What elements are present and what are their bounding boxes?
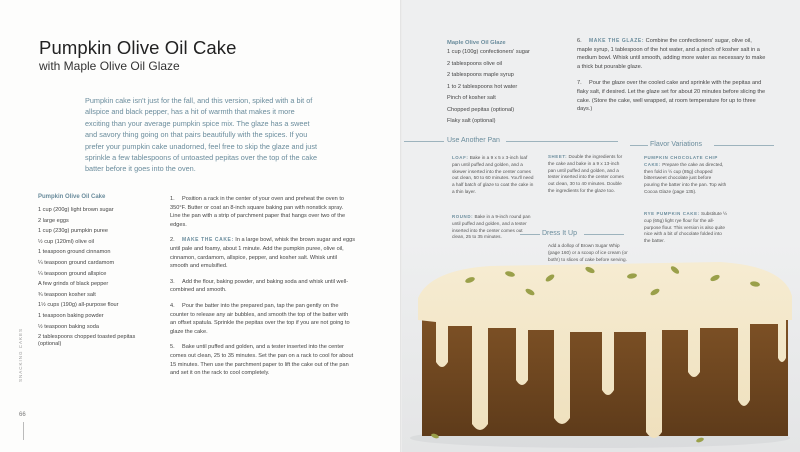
method-step xyxy=(170,302,355,336)
ingredient-item: ½ teaspoon baking soda xyxy=(38,323,99,330)
glaze-ingredient-item: 1 cup (100g) confectioners' sugar xyxy=(447,49,530,55)
ingredient-item: 2 large eggs xyxy=(38,217,69,224)
ingredient-item: A few grinds of black pepper xyxy=(38,281,109,288)
step-number: 1. xyxy=(170,196,175,202)
step-text: In a large bowl, whisk the brown sugar and eggs until pale and foamy, about 1 minute. Add the pumpkin puree, olive oil, cinnamon, cardamom, allspice, pepper, and kosher salt. Whisk until smooth and emulsified. xyxy=(170,237,356,270)
ingredients-heading: Pumpkin Olive Oil Cake xyxy=(38,194,106,200)
ingredient-item: 1 teaspoon ground cinnamon xyxy=(38,249,111,256)
note-text: Bake in a 9-inch round pan until puffed and golden, and a tester inserted into the center comes out clean, 25 to 35 minutes. xyxy=(452,214,531,240)
section-rule xyxy=(506,141,618,142)
method-step xyxy=(170,278,355,295)
section-rule xyxy=(520,234,540,235)
note-kicker: ROUND: xyxy=(452,214,474,219)
step-number: 2. xyxy=(170,237,175,244)
rye-note xyxy=(644,211,728,245)
note-text: Prepare the cake as directed, then fold in ½ cup (85g) chopped bittersweet chocolate just before pouring the batter into the pan. Top with Cocoa Glaze (page 135). xyxy=(644,161,727,194)
page-number-rule xyxy=(23,422,24,440)
section-rule xyxy=(584,234,624,235)
ingredient-item: 2 tablespoons chopped toasted pepitas (optional) xyxy=(38,334,136,348)
chapter-side-label: SNACKING CAKES xyxy=(18,327,23,382)
step-number: 3. xyxy=(170,278,175,285)
ingredients-list xyxy=(38,205,158,348)
glaze-ingredient-item: 1 to 2 tablespoons hot water xyxy=(447,83,518,90)
another-pan-title: Use Another Pan xyxy=(447,137,500,144)
note-kicker: RYE PUMPKIN CAKE: xyxy=(644,211,700,216)
glaze-ingredient-item: Chopped pepitas (optional) xyxy=(447,106,515,113)
glaze-ingredients-list xyxy=(447,47,562,128)
note-text: Double the ingredients for the cake and bake in a 9 x 13-inch pan until puffed and golden, and a tester inserted into the center comes out clean, 30 to 40 minutes. Double the ingredients for the glaze too. xyxy=(548,154,624,193)
glaze-ingredient-item: Pinch of kosher salt xyxy=(447,95,496,101)
section-rule xyxy=(714,145,774,146)
book-spine xyxy=(400,0,402,452)
step-number: 7. xyxy=(577,80,582,87)
ingredient-item: 1½ cups (190g) all-purpose flour xyxy=(38,302,119,309)
method-step xyxy=(170,236,355,270)
ingredient-item: 1 cup (230g) pumpkin puree xyxy=(38,228,108,235)
flavor-variations-title: Flavor Variations xyxy=(650,141,703,148)
glaze-heading: Maple Olive Oil Glaze xyxy=(447,40,506,46)
ingredient-item: ¼ teaspoon ground cardamom xyxy=(38,259,115,266)
dress-it-up-note: Add a dollop of Brown Sugar Whip (page 160) or a scoop of ice cream (or both!) to slices of cake before serving. xyxy=(548,243,628,262)
round-note xyxy=(452,214,534,241)
step-text: Add the flour, baking powder, and baking soda and whisk until well-combined and smooth. xyxy=(170,278,349,294)
glaze-steps xyxy=(577,37,767,122)
ingredient-item: 1 cup (200g) light brown sugar xyxy=(38,207,114,213)
ingredient-item: ¼ teaspoon ground allspice xyxy=(38,270,107,277)
recipe-title: Pumpkin Olive Oil Cake xyxy=(39,37,237,58)
ingredient-item: ½ cup (120ml) olive oil xyxy=(38,238,94,245)
step-text: Combine the confectioners' sugar, olive oil, maple syrup, 1 tablespoon of the hot water, and a pinch of kosher salt in a medium bowl. Whisk until smooth, adding more water as necessary to make a thick but pourable glaze. xyxy=(577,38,766,70)
recipe-subtitle: with Maple Olive Oil Glaze xyxy=(39,59,180,73)
step-number: 6. xyxy=(577,38,582,44)
glaze-step xyxy=(577,37,767,71)
dress-it-up-title: Dress It Up xyxy=(542,230,578,237)
cake-photo xyxy=(400,240,800,452)
note-kicker: SHEET: xyxy=(548,154,568,159)
glaze-ingredient-item: 2 tablespoons olive oil xyxy=(447,60,503,67)
note-kicker: LOAF: xyxy=(452,155,469,160)
method-steps xyxy=(170,195,355,385)
step-text: Pour the batter into the prepared pan, tap the pan gently on the counter to release any air bubbles, and smooth the top of the batter with an offset spatula. Sprinkle the pepitas over the top if you are not going to glaze the cake. xyxy=(170,302,350,335)
step-kicker: MAKE THE CAKE: xyxy=(182,237,234,244)
glaze-ingredient-item: 2 tablespoons maple syrup xyxy=(447,72,514,78)
sheet-note xyxy=(548,154,628,195)
step-kicker: MAKE THE GLAZE: xyxy=(589,38,645,44)
loaf-note xyxy=(452,155,534,196)
note-text: Substitute ½ cup (65g) light rye flour for the all-purpose flour. This version is also quite nice with a bit of chocolate folded into the batter. xyxy=(644,211,728,244)
method-step xyxy=(170,195,355,229)
glaze-step xyxy=(577,79,767,113)
choc-chip-note xyxy=(644,155,728,196)
step-text: Pour the glaze over the cooled cake and sprinkle with the pepitas and flaky salt, if desired. Let the glaze set for about 20 minutes before slicing the cake. (Store the cake, well wrapped, at room temperature for up to three days.) xyxy=(577,80,766,113)
ingredient-item: 1 teaspoon baking powder xyxy=(38,312,104,319)
step-number: 5. xyxy=(170,344,175,351)
glaze-ingredient-item: Flaky salt (optional) xyxy=(447,118,496,124)
step-text: Bake until puffed and golden, and a tester inserted into the center comes out clean, 25 to 35 minutes. Set the pan on a rack to cool for about 15 minutes. Then use the parchment paper to lift the cake out of the pan and set it on the rack to cool completely. xyxy=(170,344,354,377)
step-text: Position a rack in the center of your oven and preheat the oven to 350°F. Butter or coat an 8-inch square baking pan with nonstick spray. Line the pan with a strip of parchment paper that hangs over two of the edges. xyxy=(170,196,346,228)
note-kicker: PUMPKIN CHOCOLATE CHIP CAKE: xyxy=(644,155,718,167)
page-number: 66 xyxy=(19,412,26,418)
section-rule xyxy=(630,145,648,146)
note-text: Bake in a 9 x 5 x 3-inch loaf pan until puffed and golden, and a skewer inserted into the center comes out clean, 50 to 60 minutes. You'll need a half batch of glaze to coat the cake in a thin layer. xyxy=(452,155,534,194)
step-number: 4. xyxy=(170,302,175,309)
recipe-intro: Pumpkin cake isn't just for the fall, and this version, spiked with a bit of allspice and black pepper, has a hit of warmth that makes it more exciting than your average pumpkin spice mix. The glaze has a sweet and savory thing going on that pairs beautifully with the spices. If you prefer your pumpkin cake unadorned, feel free to skip the glaze and just sprinkle a few tablespoons of untoasted pepitas over the top of the cake batter before it goes into the oven. xyxy=(85,96,318,174)
method-step xyxy=(170,343,355,377)
section-rule-left xyxy=(404,141,444,142)
ingredient-item: ¾ teaspoon kosher salt xyxy=(38,291,96,298)
